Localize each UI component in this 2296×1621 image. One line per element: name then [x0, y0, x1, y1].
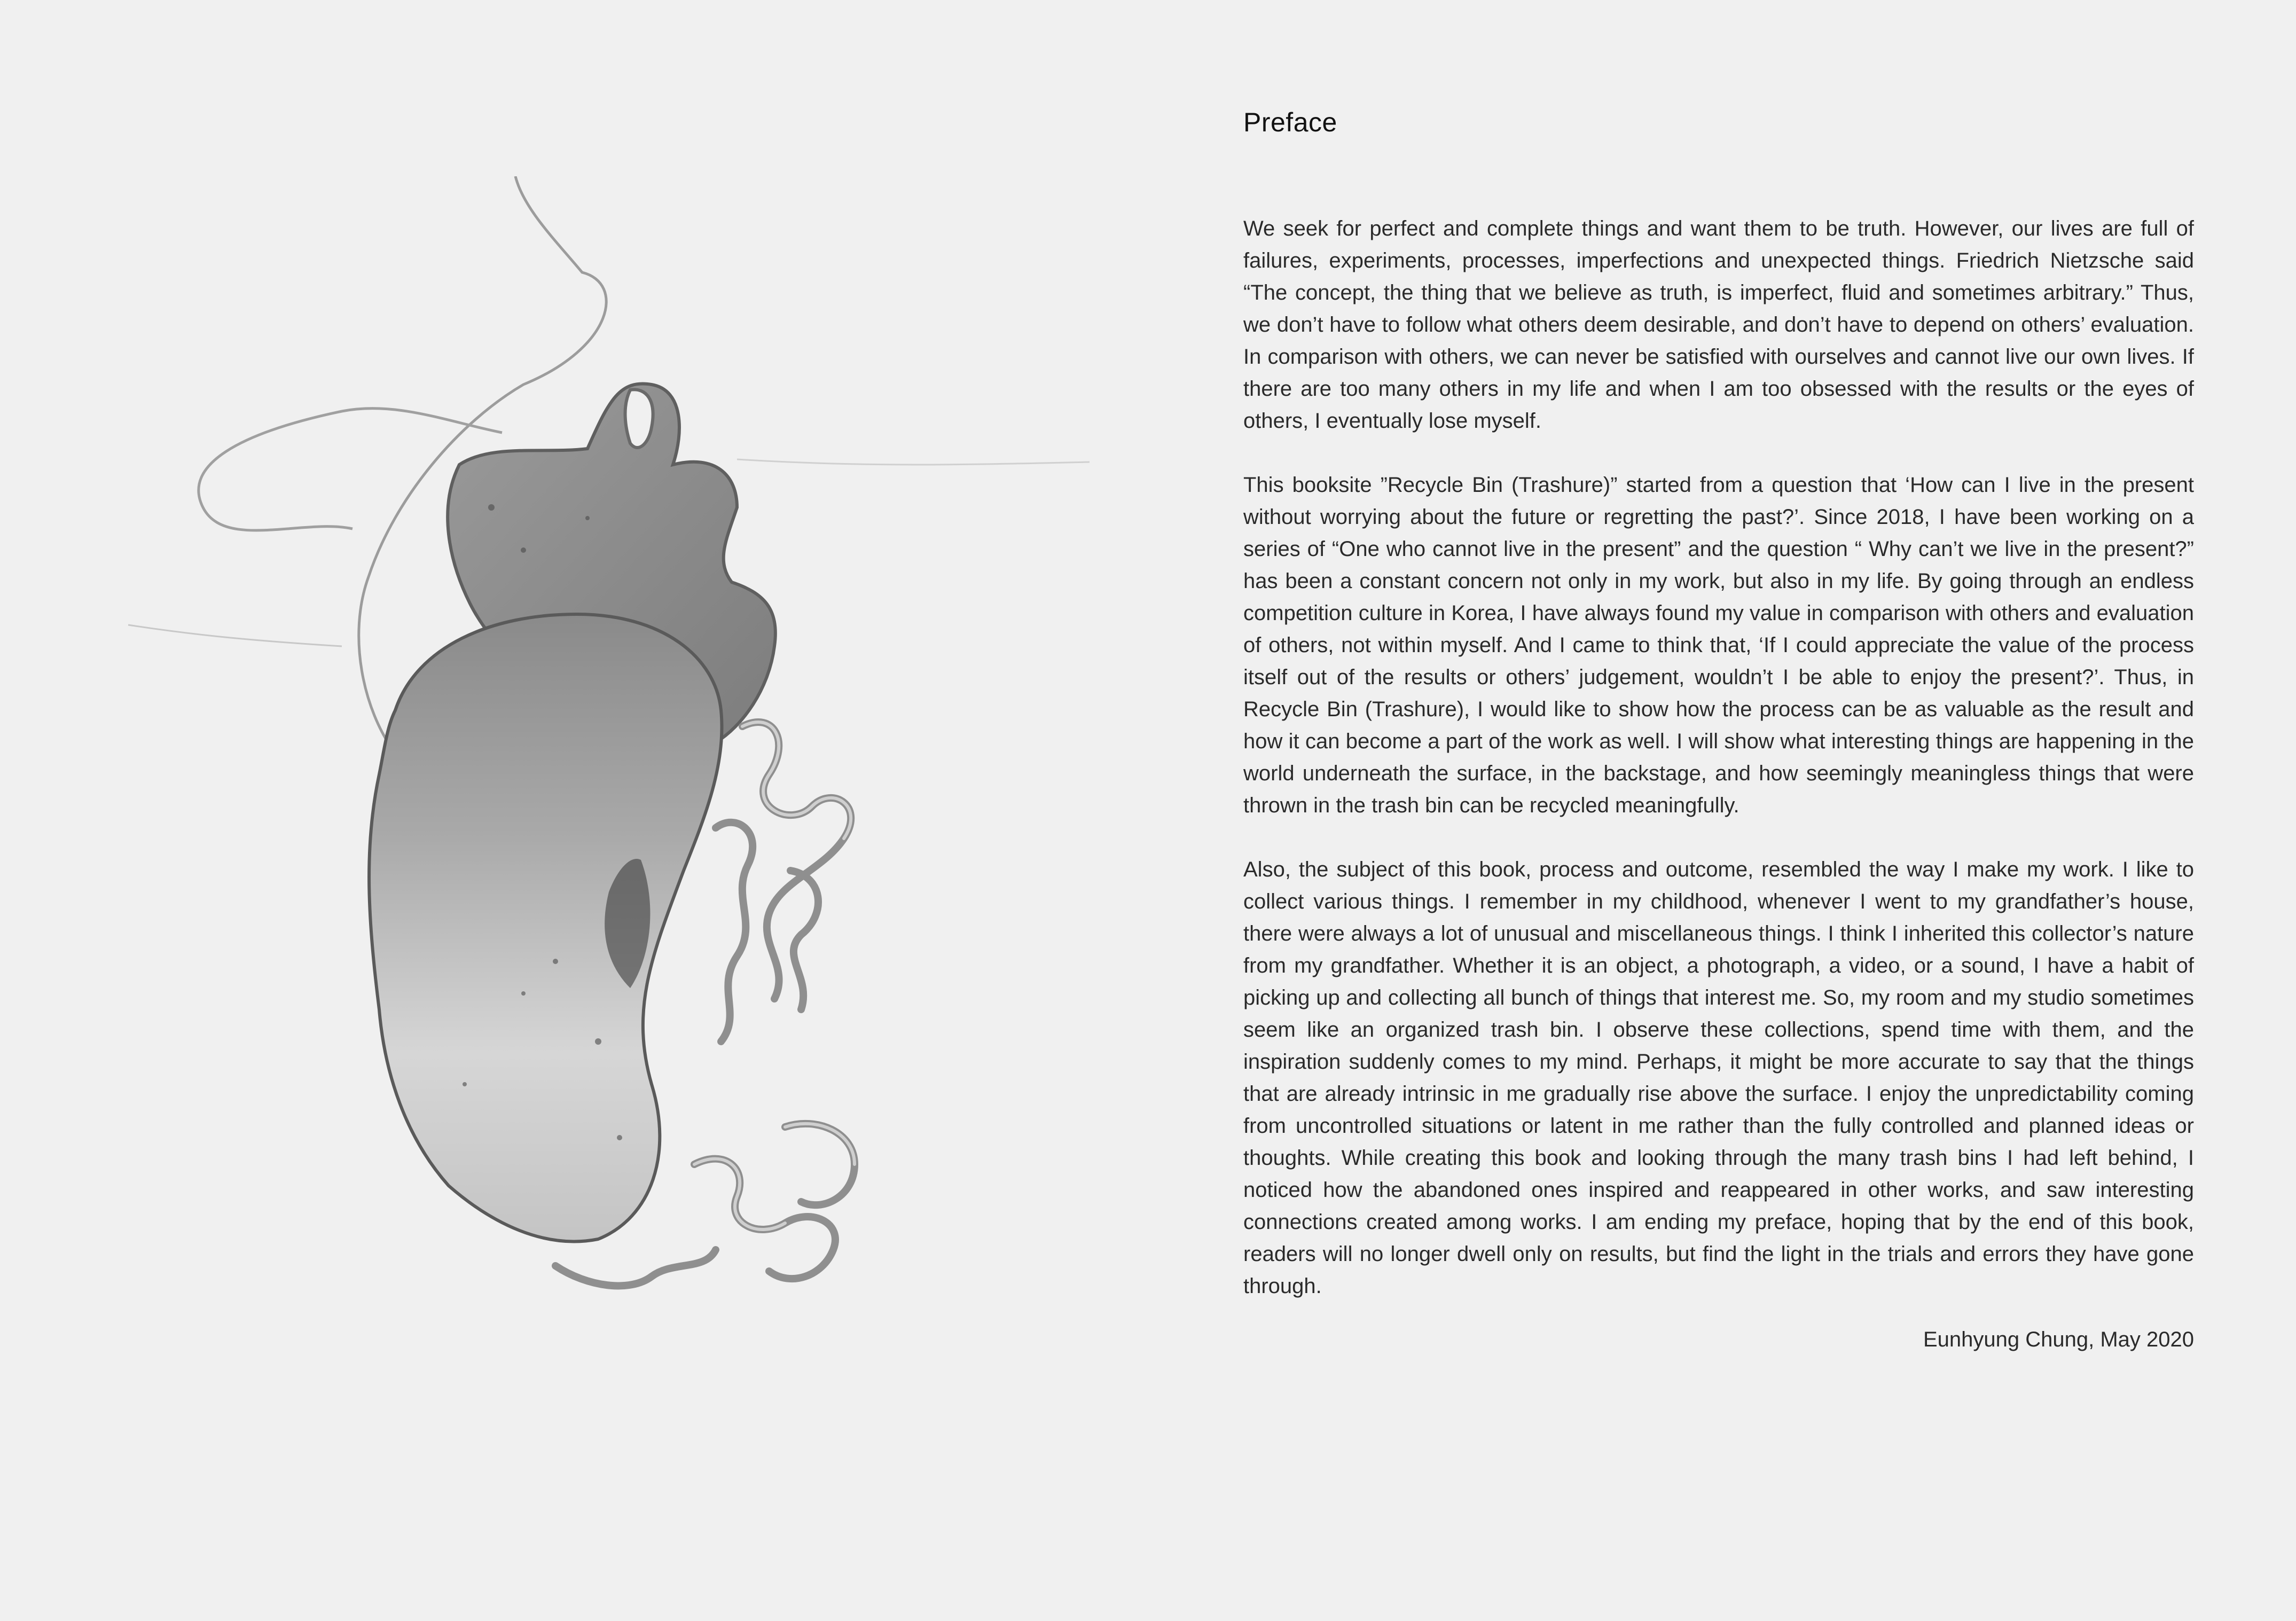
preface-paragraph-2: This booksite ”Recycle Bin (Trashure)” started from a question that ‘How can I live in the present without worrying about the future or regretting the past?’. Since 2018, I have been working on a series of “One who cannot live in the present” and the question “ Why can’t we live in the present?” has been a constant concern not only in my work, but also in my life. By going through an endless competition culture in Korea, I have always found my value in comparison with others and evaluation of others, not within myself. And I came to think that, ‘If I could appreciate the value of the process itself out of the results or others’ judgement, wouldn’t I be able to enjoy the present?’. Thus, in Recycle Bin (Trashure), I would like to show how the process can be as valuable as the result and how it can become a part of the work as well. I will show what interesting things are happening in the world underneath the surface, in the backstage, and how seemingly meaningless things that were thrown in the trash bin can be recycled meaningfully. [1243, 473, 2194, 817]
preface-text-page [1243, 107, 2194, 1356]
author-signature: Eunhyung Chung, May 2020 [1923, 1328, 2194, 1351]
sculpture-body [369, 614, 722, 1241]
preface-title: Preface [1243, 107, 1337, 137]
preface-paragraph-1: We seek for perfect and complete things and want them to be truth. However, our lives are full of failures, experiments, processes, imperfections and unexpected things. Friedrich Nietzsche said “The concept, the thing that we believe as truth, is imperfect, fluid and sometimes arbitrary.” Thus, we don’t have to follow what others deem desirable, and don’t have to depend on others’ evaluation. In comparison with others, we can never be satisfied with ourselves and cannot live our own lives. If there are too many others in my life and when I am too obsessed with the results or the eyes of others, I eventually lose myself. [1243, 217, 2194, 433]
sculpture-artwork-image [117, 176, 1122, 1335]
preface-paragraph-3: Also, the subject of this book, process and outcome, resembled the way I make my work. I like to collect various things. I remember in my childhood, whenever I went to my grandfather’s house, there were always a lot of unusual and miscellaneous things. I think I inherited this collector’s nature from my grandfather. Whether it is an object, a photograph, a video, or a sound, I have a habit of picking up and collecting all bunch of things that interest me. So, my room and my studio sometimes seem like an organized trash bin. I observe these collections, spend time with them, and the inspiration suddenly comes to my mind. Perhaps, it might be more accurate to say that the things that are already intrinsic in me gradually rise above the surface. I enjoy the unpredictability coming from uncontrolled situations or latent in me rather than the fully controlled and planned ideas or thoughts. While creating this book and looking through the many trash bins I had left behind, I noticed how the abandoned ones inspired and reappeared in other works, and saw interesting connections created among works. I am ending my preface, hoping that by the end of this book, readers will no longer dwell only on results, but find the light in the trials and errors they have gone through. [1243, 858, 2194, 1298]
